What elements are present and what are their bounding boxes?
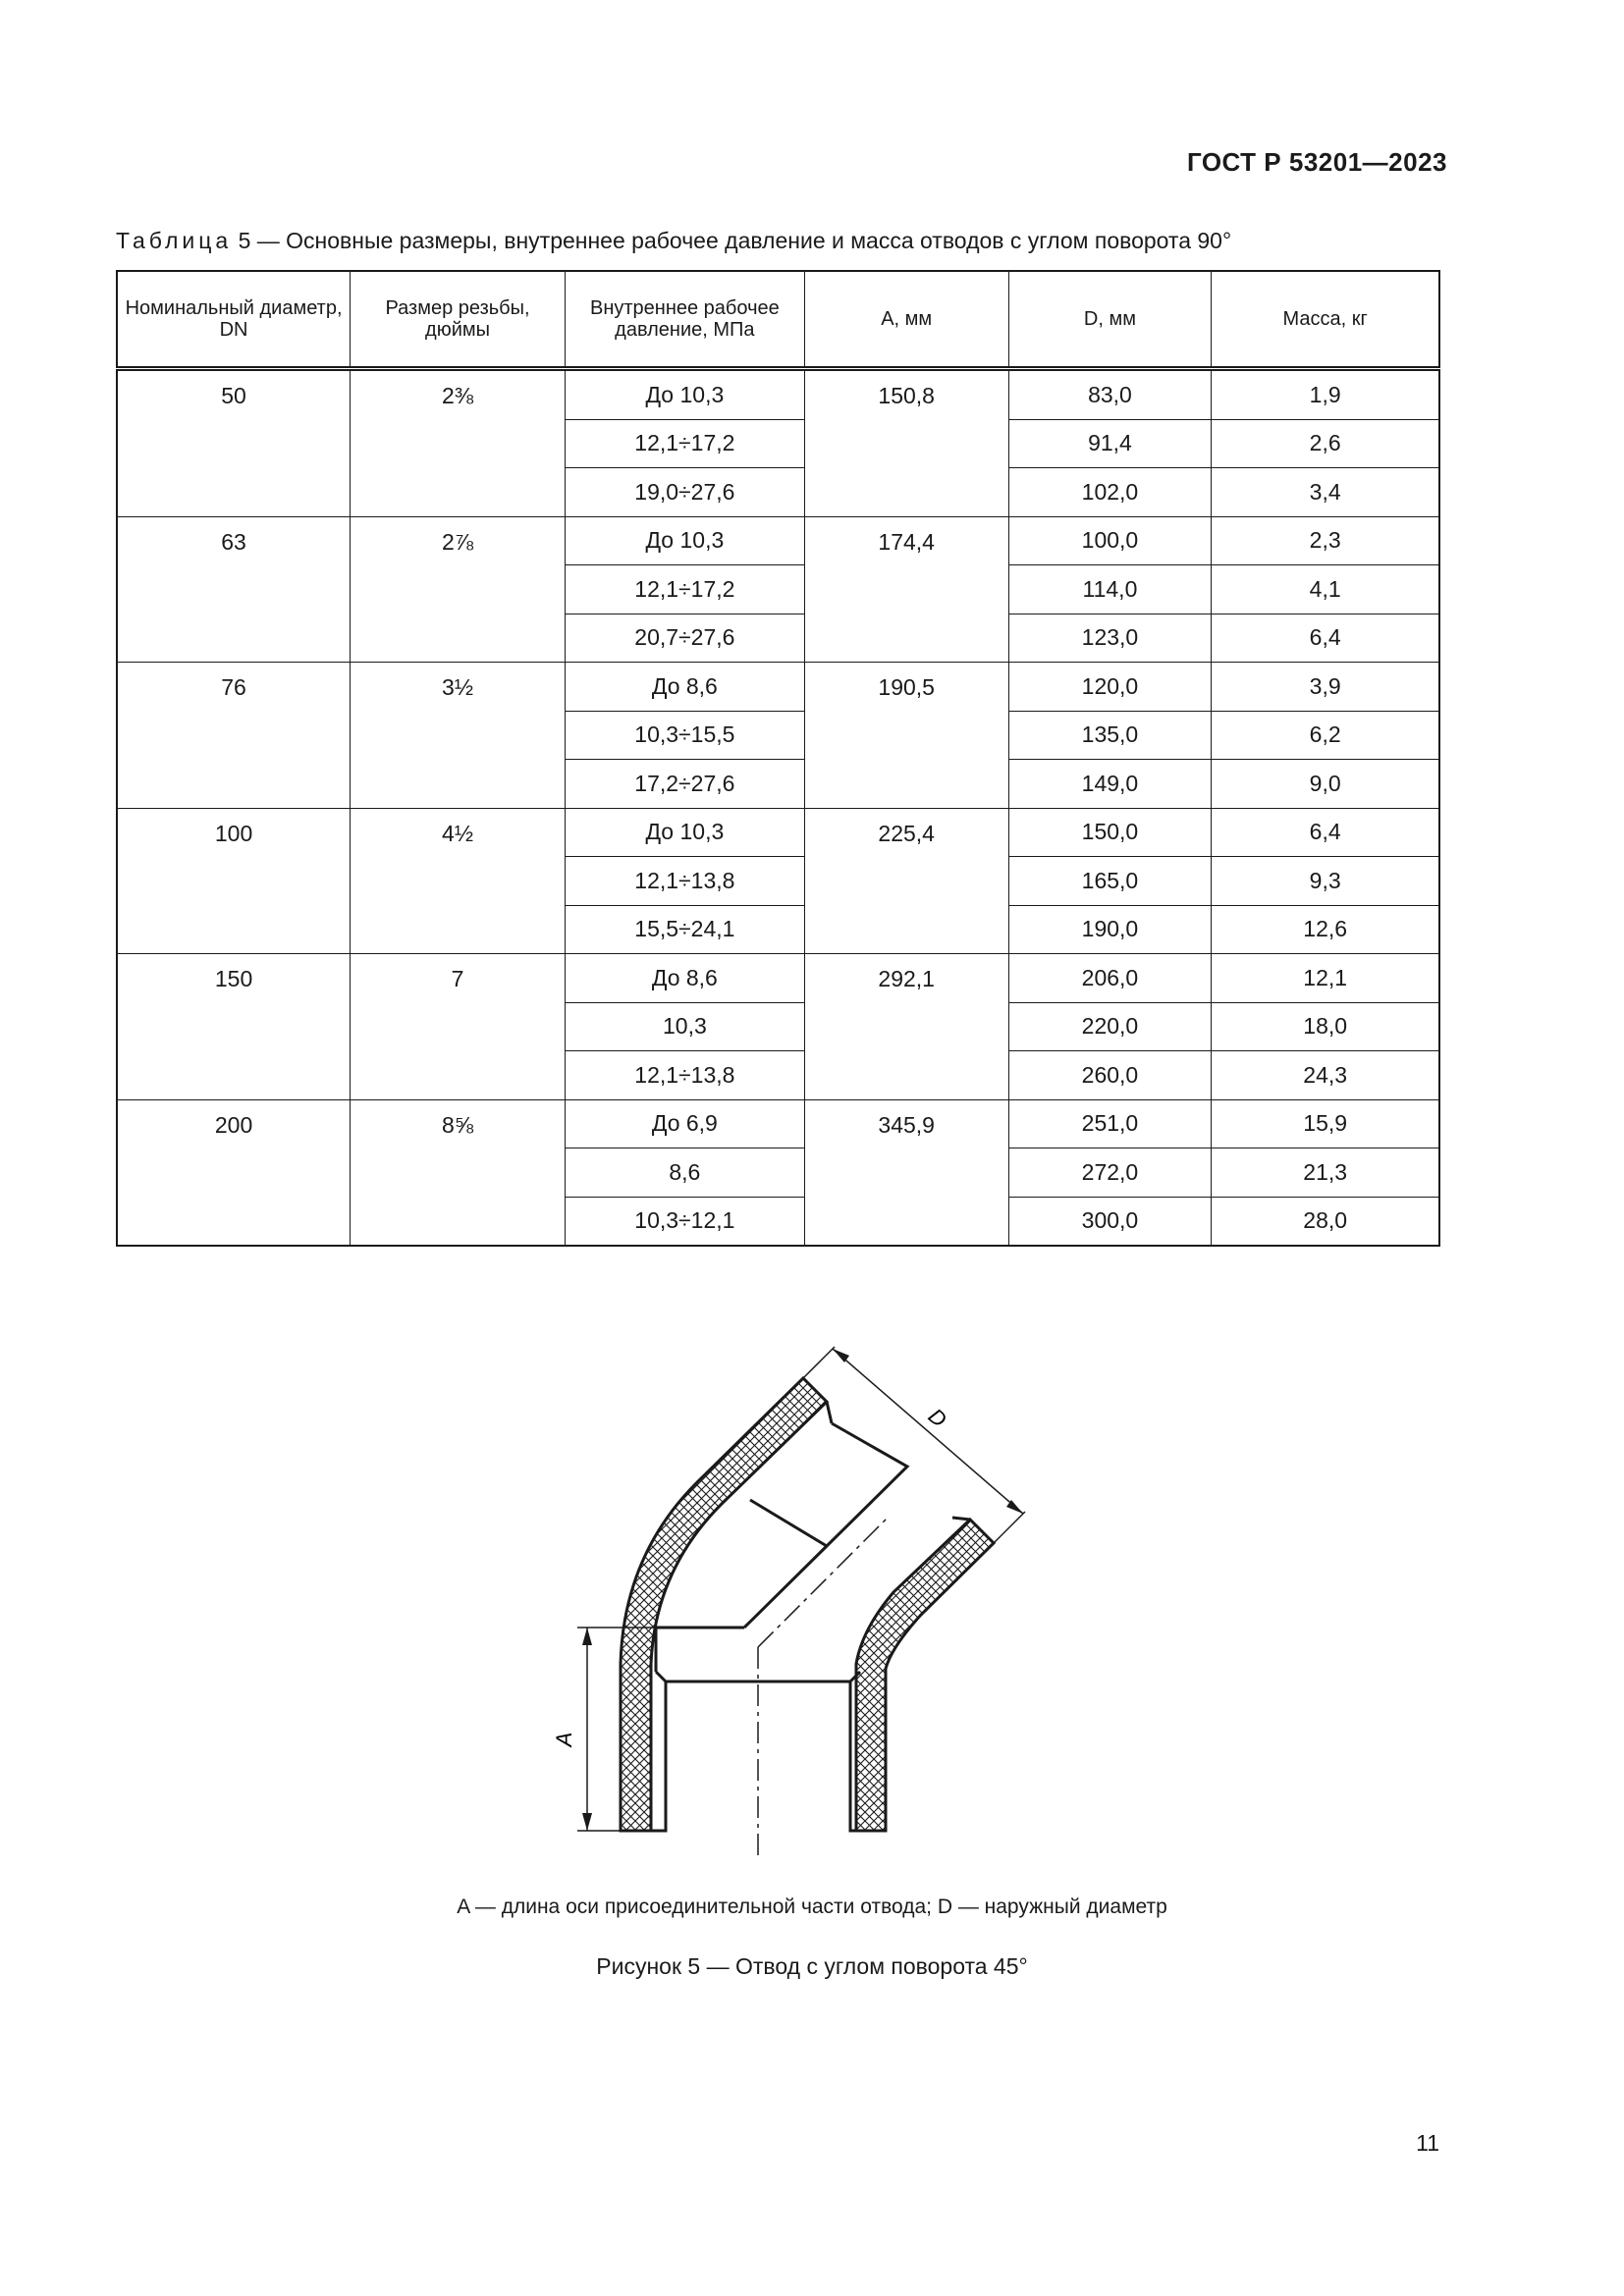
cell-mass: 1,9: [1212, 369, 1439, 420]
cell-nominal-diameter: 200: [117, 1099, 351, 1246]
cell-d: 272,0: [1008, 1148, 1212, 1198]
table-header-row: [117, 271, 1439, 369]
cell-thread-size: 3½: [351, 663, 566, 809]
header-mass: Масса, кг: [1212, 271, 1439, 369]
table-caption: [116, 228, 1231, 254]
cell-d: 149,0: [1008, 760, 1212, 809]
cell-mass: 12,6: [1212, 905, 1439, 954]
figure-legend: A — длина оси присоединительной части отвода; D — наружный диаметр: [457, 1896, 1167, 1918]
cell-nominal-diameter: 50: [117, 369, 351, 517]
cell-d: 150,0: [1008, 808, 1212, 857]
cell-d: 251,0: [1008, 1099, 1212, 1148]
cell-d: 120,0: [1008, 663, 1212, 712]
cell-pressure: 19,0÷27,6: [565, 468, 804, 517]
header-nominal-diameter: Номинальный диаметр, DN: [117, 271, 351, 369]
cell-mass: 6,2: [1212, 711, 1439, 760]
inner-wall: [856, 1520, 994, 1831]
cell-a: 174,4: [804, 516, 1008, 663]
cell-mass: 12,1: [1212, 954, 1439, 1003]
cell-a: 345,9: [804, 1099, 1008, 1246]
dimensions-table: [116, 270, 1440, 1247]
cell-d: 114,0: [1008, 565, 1212, 614]
table-caption-text: 5 — Основные размеры, внутреннее рабочее давление и масса отводов с углом поворота 90°: [232, 228, 1232, 253]
table-row: [117, 663, 1439, 712]
cell-d: 102,0: [1008, 468, 1212, 517]
cell-mass: 2,6: [1212, 419, 1439, 468]
cell-pressure: До 10,3: [565, 808, 804, 857]
table-row: [117, 1099, 1439, 1148]
cell-pressure: 10,3: [565, 1002, 804, 1051]
document-id: ГОСТ Р 53201—2023: [1186, 147, 1447, 177]
outer-wall: [621, 1378, 827, 1831]
table-row: [117, 808, 1439, 857]
cell-a: 150,8: [804, 369, 1008, 517]
cell-d: 83,0: [1008, 369, 1212, 420]
header-thread-size: Размер резьбы, дюймы: [351, 271, 566, 369]
dim-d-label: D: [923, 1403, 952, 1432]
cell-thread-size: 7: [351, 954, 566, 1100]
header-pressure: Внутреннее рабочее давление, МПа: [565, 271, 804, 369]
figure-caption: Рисунок 5 — Отвод с углом поворота 45°: [596, 1953, 1028, 1979]
cell-thread-size: 2⅜: [351, 369, 566, 517]
cell-pressure: 10,3÷15,5: [565, 711, 804, 760]
cell-mass: 18,0: [1212, 1002, 1439, 1051]
cell-pressure: 12,1÷17,2: [565, 565, 804, 614]
table-row: [117, 369, 1439, 420]
cell-mass: 21,3: [1212, 1148, 1439, 1198]
cell-nominal-diameter: 63: [117, 516, 351, 663]
cell-nominal-diameter: 100: [117, 808, 351, 954]
cell-mass: 6,4: [1212, 614, 1439, 663]
cell-pressure: До 8,6: [565, 954, 804, 1003]
cell-d: 165,0: [1008, 857, 1212, 906]
cell-mass: 6,4: [1212, 808, 1439, 857]
cell-pressure: 10,3÷12,1: [565, 1197, 804, 1246]
cell-d: 260,0: [1008, 1051, 1212, 1100]
cell-mass: 2,3: [1212, 516, 1439, 565]
cell-d: 123,0: [1008, 614, 1212, 663]
cell-pressure: До 10,3: [565, 369, 804, 420]
cell-pressure: До 8,6: [565, 663, 804, 712]
cell-d: 206,0: [1008, 954, 1212, 1003]
cell-d: 220,0: [1008, 1002, 1212, 1051]
cell-pressure: До 6,9: [565, 1099, 804, 1148]
cell-mass: 15,9: [1212, 1099, 1439, 1148]
cell-thread-size: 2⅞: [351, 516, 566, 663]
cell-nominal-diameter: 150: [117, 954, 351, 1100]
cell-mass: 9,3: [1212, 857, 1439, 906]
table-caption-prefix: Таблица: [116, 228, 233, 253]
cell-pressure: До 10,3: [565, 516, 804, 565]
cell-d: 190,0: [1008, 905, 1212, 954]
cell-pressure: 12,1÷13,8: [565, 857, 804, 906]
cell-mass: 24,3: [1212, 1051, 1439, 1100]
cell-a: 190,5: [804, 663, 1008, 809]
cell-pressure: 20,7÷27,6: [565, 614, 804, 663]
header-a: A, мм: [804, 271, 1008, 369]
table-row: [117, 954, 1439, 1003]
cell-a: 292,1: [804, 954, 1008, 1100]
cell-mass: 4,1: [1212, 565, 1439, 614]
cell-d: 300,0: [1008, 1197, 1212, 1246]
table-body: [117, 369, 1439, 1247]
dim-a-label: A: [552, 1732, 576, 1747]
cell-mass: 3,4: [1212, 468, 1439, 517]
table-row: [117, 516, 1439, 565]
cell-d: 135,0: [1008, 711, 1212, 760]
cell-d: 100,0: [1008, 516, 1212, 565]
cell-mass: 3,9: [1212, 663, 1439, 712]
cell-thread-size: 4½: [351, 808, 566, 954]
page-number: 11: [1416, 2130, 1439, 2156]
cell-d: 91,4: [1008, 419, 1212, 468]
cell-pressure: 12,1÷17,2: [565, 419, 804, 468]
cell-mass: 28,0: [1212, 1197, 1439, 1246]
cell-thread-size: 8⅝: [351, 1099, 566, 1246]
header-d: D, мм: [1008, 271, 1212, 369]
cell-mass: 9,0: [1212, 760, 1439, 809]
cell-pressure: 12,1÷13,8: [565, 1051, 804, 1100]
cell-nominal-diameter: 76: [117, 663, 351, 809]
cell-pressure: 17,2÷27,6: [565, 760, 804, 809]
elbow-45-drawing: [520, 1335, 1031, 1865]
cell-a: 225,4: [804, 808, 1008, 954]
cell-pressure: 15,5÷24,1: [565, 905, 804, 954]
cell-pressure: 8,6: [565, 1148, 804, 1198]
